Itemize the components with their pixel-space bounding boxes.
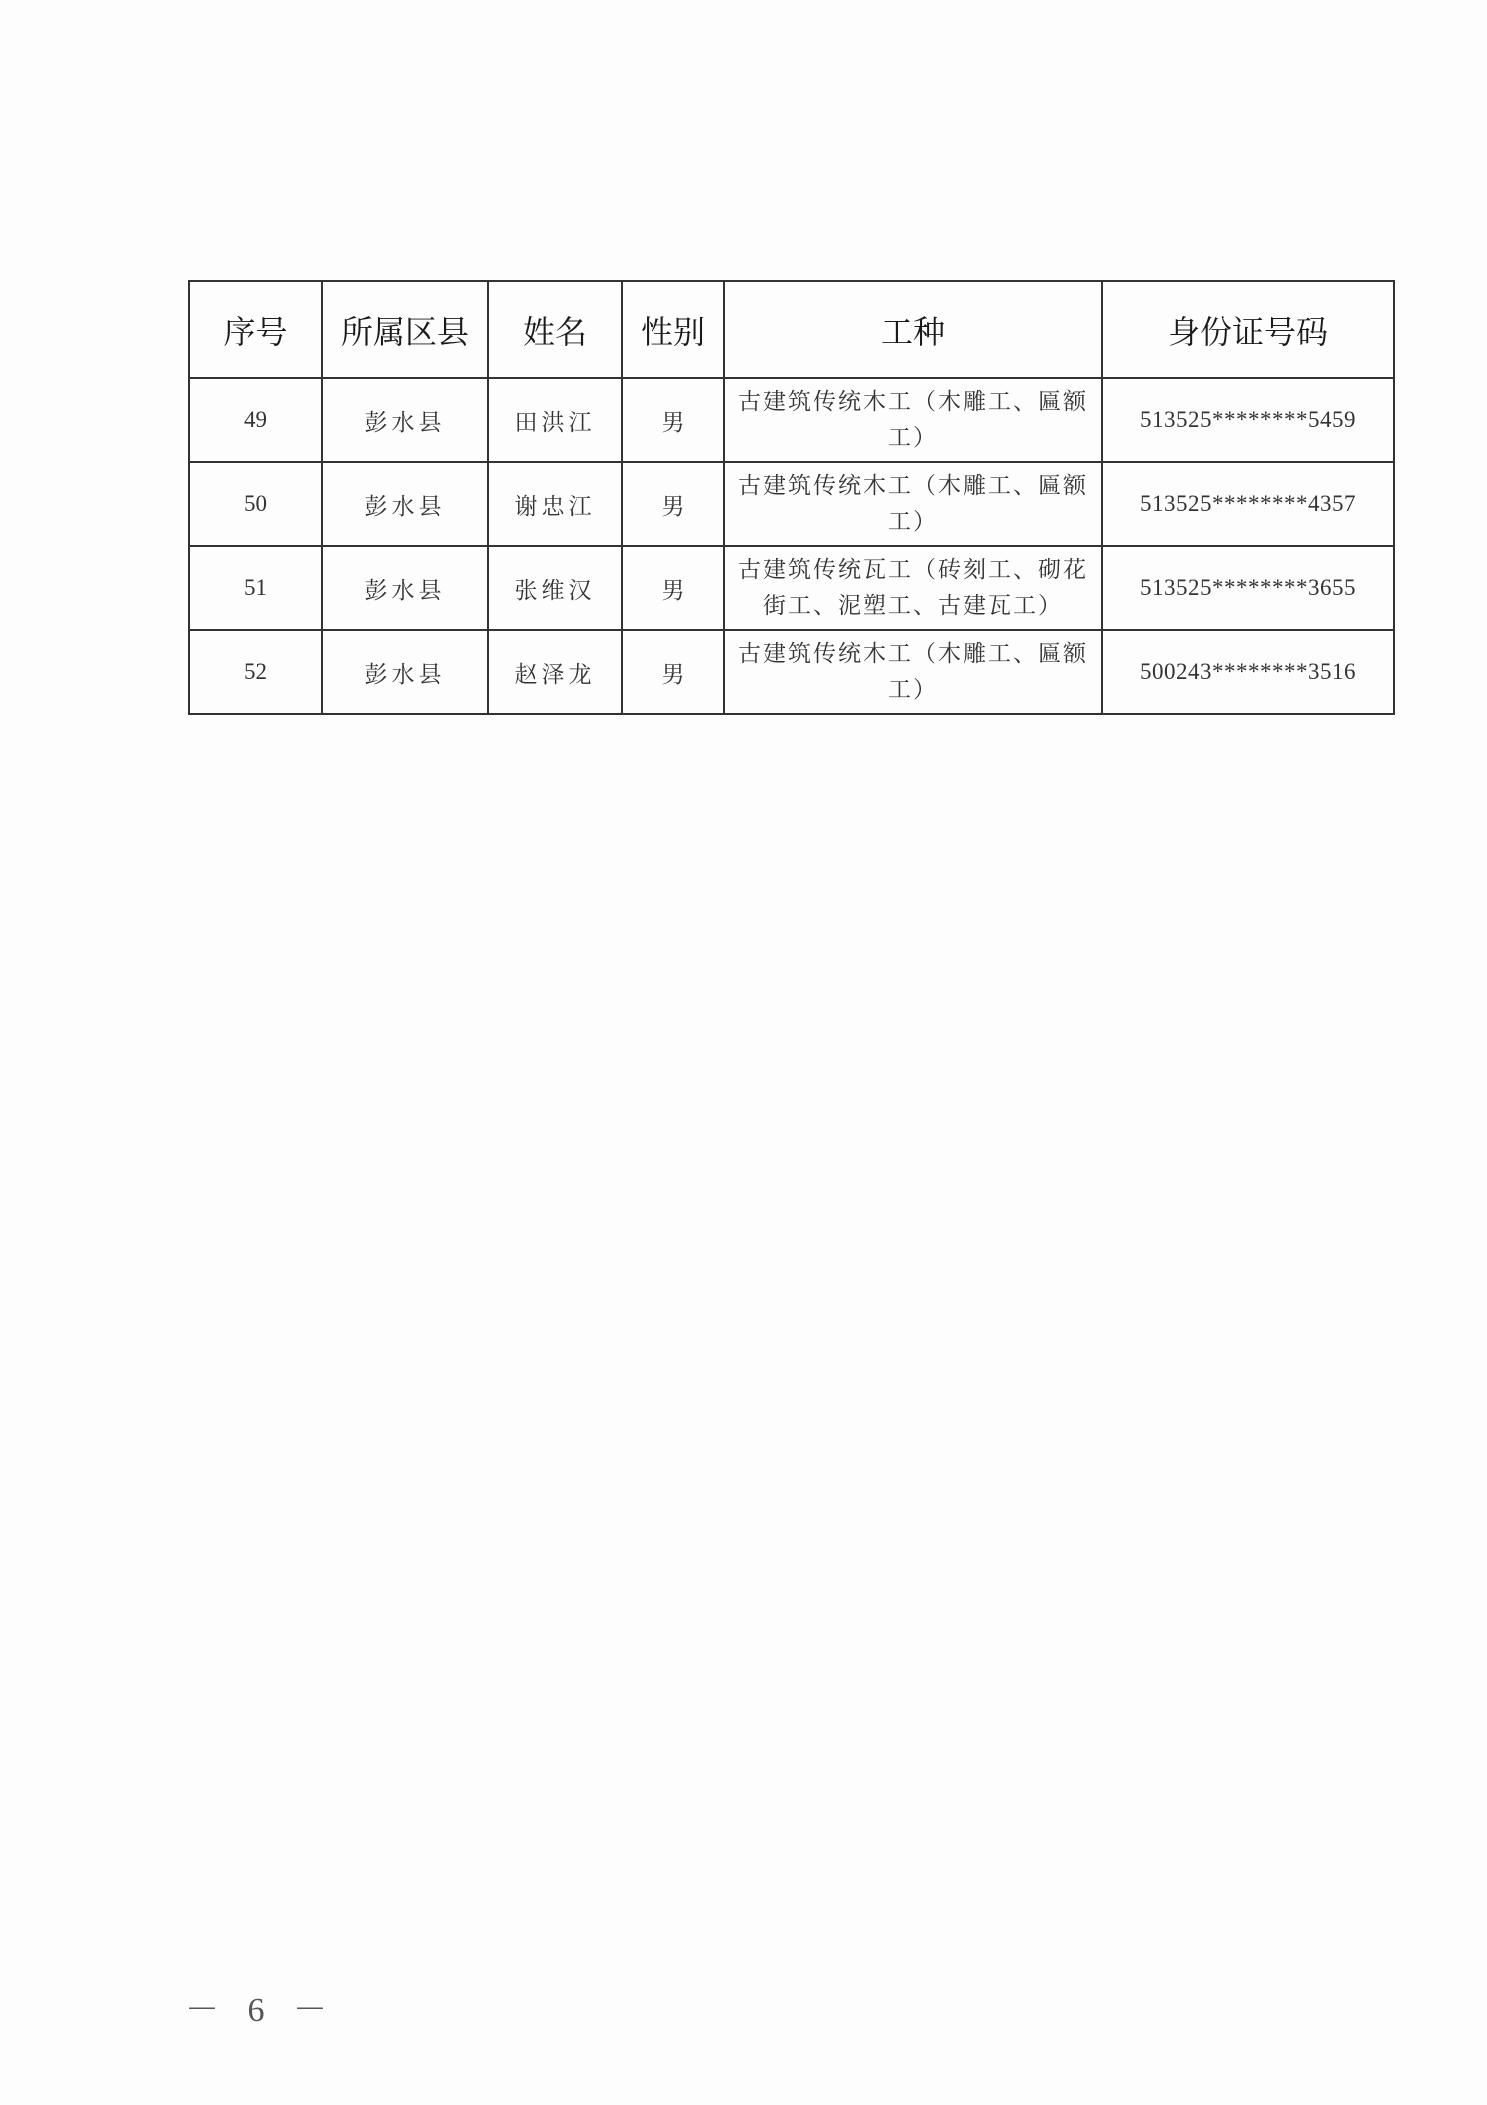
trade-line-2: 街工、泥塑工、古建瓦工） [763,593,1063,619]
header-name: 姓名 [488,281,622,378]
cell-district: 彭水县 [322,546,488,630]
table-row [189,546,1394,630]
trade-line-1: 古建筑传统木工（木雕工、匾额 [738,641,1088,667]
cell-trade [724,630,1102,714]
cell-district: 彭水县 [322,378,488,462]
page-number: － 6 － [185,1992,337,2029]
cell-name: 张维汉 [488,546,622,630]
cell-id-number: 513525********3655 [1102,546,1394,630]
cell-gender: 男 [622,546,724,630]
cell-name: 谢忠江 [488,462,622,546]
trade-line-2: 工） [888,677,938,703]
cell-id-number: 500243********3516 [1102,630,1394,714]
personnel-table [188,280,1395,715]
header-id-number: 身份证号码 [1102,281,1394,378]
table-header-row [189,281,1394,378]
cell-gender: 男 [622,378,724,462]
trade-line-1: 古建筑传统瓦工（砖刻工、砌花 [738,557,1088,583]
cell-name: 赵泽龙 [488,630,622,714]
cell-name: 田洪江 [488,378,622,462]
trade-line-2: 工） [888,509,938,535]
cell-serial-number: 50 [189,462,322,546]
header-gender: 性别 [622,281,724,378]
cell-gender: 男 [622,462,724,546]
header-trade: 工种 [724,281,1102,378]
cell-serial-number: 52 [189,630,322,714]
trade-line-1: 古建筑传统木工（木雕工、匾额 [738,389,1088,415]
header-serial-number: 序号 [189,281,322,378]
header-district: 所属区县 [322,281,488,378]
cell-trade [724,378,1102,462]
cell-district: 彭水县 [322,630,488,714]
table-row [189,630,1394,714]
cell-district: 彭水县 [322,462,488,546]
cell-serial-number: 51 [189,546,322,630]
cell-id-number: 513525********4357 [1102,462,1394,546]
table-row [189,462,1394,546]
cell-gender: 男 [622,630,724,714]
trade-line-1: 古建筑传统木工（木雕工、匾额 [738,473,1088,499]
cell-trade [724,462,1102,546]
cell-serial-number: 49 [189,378,322,462]
table-row [189,378,1394,462]
cell-trade [724,546,1102,630]
trade-line-2: 工） [888,425,938,451]
cell-id-number: 513525********5459 [1102,378,1394,462]
